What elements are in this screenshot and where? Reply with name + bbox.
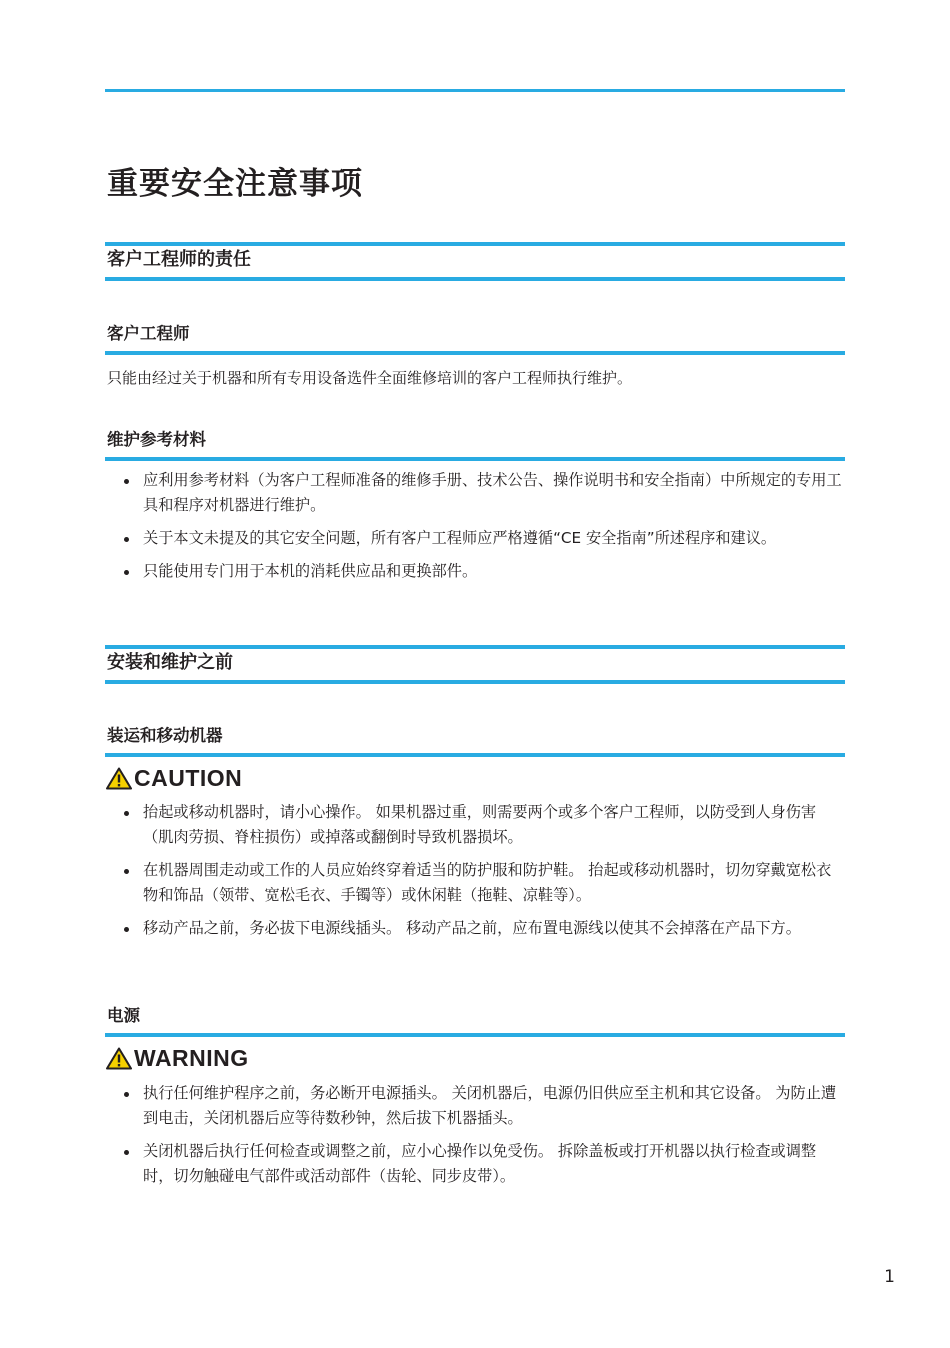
list-item-text: 只能使用专门用于本机的消耗供应品和更换部件。	[143, 562, 478, 580]
list-item-text: 关闭机器后执行任何检查或调整之前，应小心操作以免受伤。 拆除盖板或打开机器以执行检查或调整时，切勿触碰电气部件或活动部件（齿轮、同步皮带）。	[143, 1142, 817, 1185]
caution-list	[124, 800, 846, 949]
bullet-icon	[124, 479, 129, 484]
page-number: 1	[884, 1267, 895, 1287]
subsection-heading-reference: 维护参考材料	[107, 430, 206, 449]
warning-label	[106, 1045, 249, 1072]
list-item	[124, 800, 846, 850]
subsection-heading-engineer: 客户工程师	[107, 324, 190, 343]
page-title: 重要安全注意事项	[107, 166, 363, 202]
list-item	[124, 559, 846, 584]
list-item-text: 移动产品之前，务必拔下电源线插头。 移动产品之前，应布置电源线以使其不会掉落在产品下方。	[143, 919, 801, 937]
list-item	[124, 1081, 846, 1131]
subsection-rule	[105, 753, 845, 757]
list-item-text: 执行任何维护程序之前，务必断开电源插头。 关闭机器后，电源仍旧供应至主机和其它设备。 为防止遭到电击，关闭机器后应等待数秒钟，然后拔下机器插头。	[143, 1084, 837, 1127]
warning-text: WARNING	[134, 1045, 249, 1071]
bullet-icon	[124, 570, 129, 575]
list-item	[124, 1139, 846, 1189]
bullet-icon	[124, 1150, 129, 1155]
list-item-text: 抬起或移动机器时，请小心操作。 如果机器过重，则需要两个或多个客户工程师，以防受到人身伤害（肌肉劳损、脊柱损伤）或掉落或翻倒时导致机器损坏。	[143, 803, 817, 846]
list-item	[124, 858, 846, 908]
section-heading-before: 安装和维护之前	[107, 652, 233, 673]
caution-text: CAUTION	[134, 765, 243, 791]
engineer-paragraph: 只能由经过关于机器和所有专用设备选件全面维修培训的客户工程师执行维护。	[107, 369, 633, 387]
bullet-icon	[124, 811, 129, 816]
subsection-rule	[105, 1033, 845, 1037]
subsection-heading-moving: 装运和移动机器	[107, 726, 223, 745]
section-rule-bottom	[105, 680, 845, 684]
section-rule-top	[105, 645, 845, 649]
list-item	[124, 468, 846, 518]
bullet-icon	[124, 869, 129, 874]
bullet-icon	[124, 537, 129, 542]
warning-triangle-icon	[106, 767, 132, 790]
list-item	[124, 916, 846, 941]
warning-triangle-icon	[106, 1047, 132, 1070]
bullet-icon	[124, 1092, 129, 1097]
subsection-rule	[105, 457, 845, 461]
section-rule-bottom	[105, 277, 845, 281]
section-heading-responsibility: 客户工程师的责任	[107, 249, 251, 270]
section-rule-top	[105, 242, 845, 246]
subsection-rule	[105, 351, 845, 355]
list-item-text: 应利用参考材料（为客户工程师准备的维修手册、技术公告、操作说明书和安全指南）中所规定的专用工具和程序对机器进行维护。	[143, 471, 842, 514]
warning-list	[124, 1081, 846, 1197]
reference-list	[124, 468, 846, 592]
list-item-text: 在机器周围走动或工作的人员应始终穿着适当的防护服和防护鞋。 抬起或移动机器时，切勿穿戴宽松衣物和饰品（领带、宽松毛衣、手镯等）或休闲鞋（拖鞋、凉鞋等）。	[143, 861, 832, 904]
list-item	[124, 526, 846, 551]
list-item-text: 关于本文未提及的其它安全问题，所有客户工程师应严格遵循“CE 安全指南”所述程序和建议。	[143, 529, 777, 547]
bullet-icon	[124, 927, 129, 932]
caution-label	[106, 765, 242, 792]
subsection-heading-power: 电源	[107, 1006, 140, 1025]
top-rule	[105, 89, 845, 92]
